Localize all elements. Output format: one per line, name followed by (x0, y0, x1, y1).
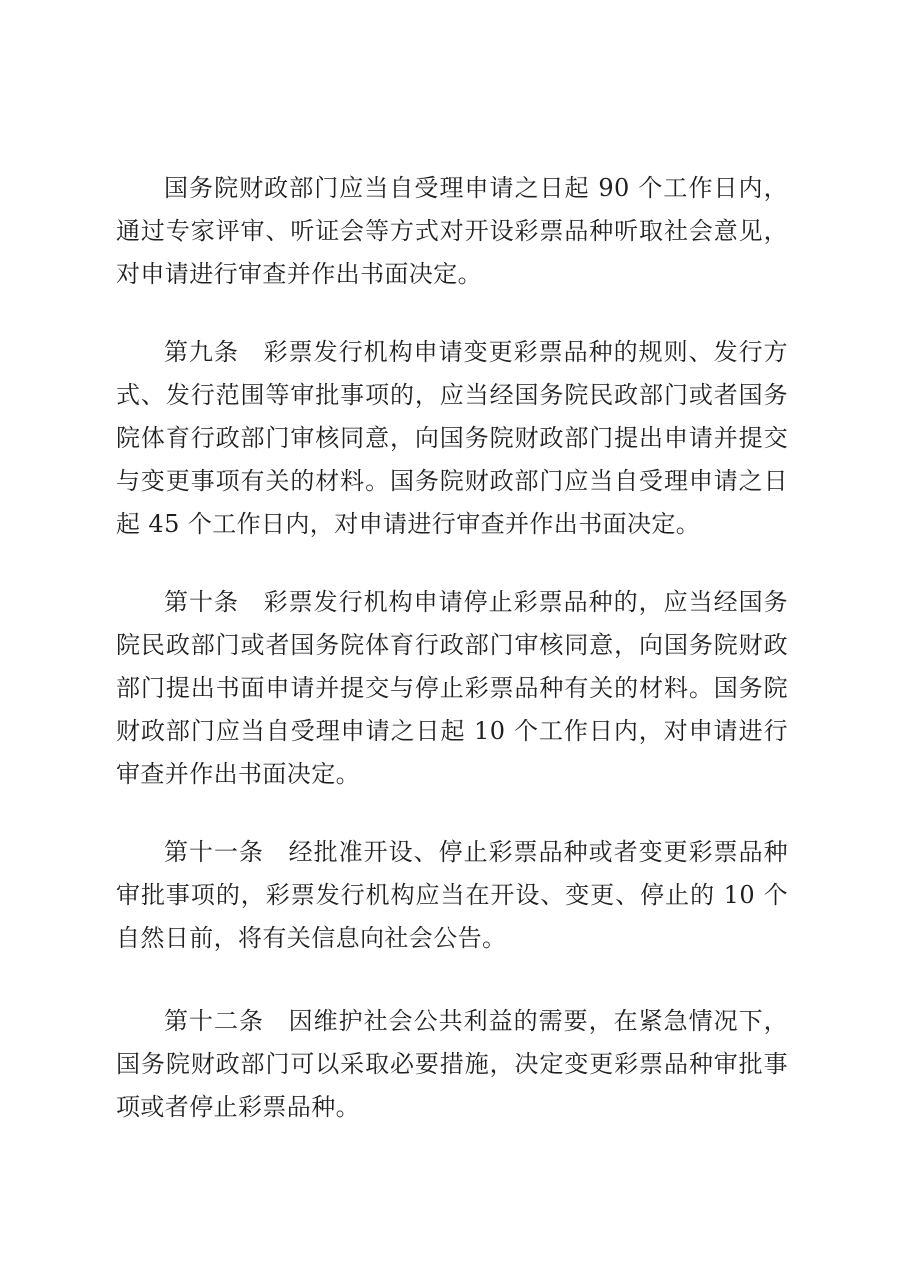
article-12 (116, 1000, 788, 1129)
article-number: 第十二条 (164, 1007, 264, 1035)
article-text: 因维护社会公共利益的需要，在紧急情况下，国务院财政部门可以采取必要措施，决定变更彩票品种审批事项或者停止彩票品种。 (116, 1007, 788, 1121)
paragraph-continuation (116, 167, 788, 296)
article-11 (116, 831, 788, 960)
article-text: 经批准开设、停止彩票品种或者变更彩票品种审批事项的，彩票发行机构应当在开设、变更、停止的 10 个自然日前，将有关信息向社会公告。 (116, 838, 788, 952)
article-10 (116, 581, 788, 796)
article-number: 第十一条 (164, 838, 264, 866)
paragraph-text: 国务院财政部门应当自受理申请之日起 90 个工作日内，通过专家评审、听证会等方式对开设彩票品种听取社会意见，对申请进行审查并作出书面决定。 (116, 174, 788, 288)
article-9 (116, 331, 788, 546)
article-number: 第九条 (164, 338, 239, 366)
article-text: 彩票发行机构申请变更彩票品种的规则、发行方式、发行范围等审批事项的，应当经国务院民政部门或者国务院体育行政部门审核同意，向国务院财政部门提出申请并提交与变更事项有关的材料。国务院财政部门应当自受理申请之日起 45 个工作日内，对申请进行审查并作出书面决定。 (116, 338, 788, 538)
article-text: 彩票发行机构申请停止彩票品种的，应当经国务院民政部门或者国务院体育行政部门审核同意，向国务院财政部门提出书面申请并提交与停止彩票品种有关的材料。国务院财政部门应当自受理申请之日起 10 个工作日内，对申请进行审查并作出书面决定。 (116, 588, 788, 788)
article-number: 第十条 (164, 588, 239, 616)
